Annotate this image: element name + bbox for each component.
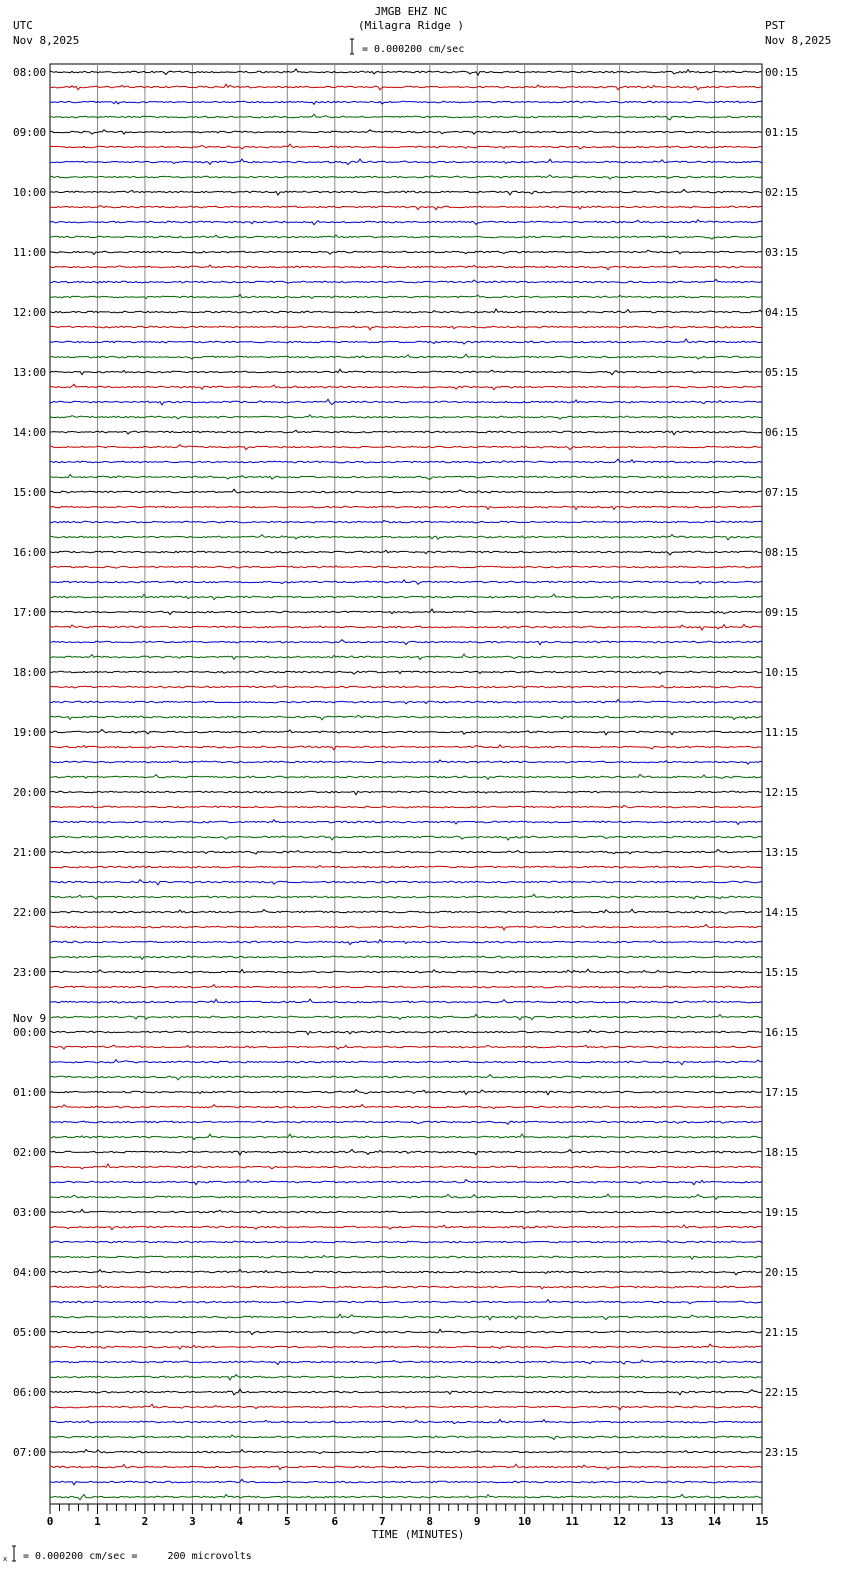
seismic-trace — [50, 1419, 762, 1423]
seismic-trace — [50, 235, 762, 239]
utc-hour-label: 02:00 — [13, 1146, 47, 1159]
pst-hour-label: 00:15 — [765, 66, 799, 79]
x-tick-label: 11 — [565, 1515, 579, 1528]
seismic-trace — [50, 566, 762, 568]
x-tick-label: 12 — [612, 1515, 627, 1528]
seismic-trace — [50, 159, 762, 165]
utc-hour-label: 09:00 — [13, 126, 47, 139]
seismic-trace — [50, 1404, 762, 1410]
utc-hour-label: 18:00 — [13, 666, 47, 679]
seismic-trace — [50, 399, 762, 405]
seismic-trace — [50, 265, 762, 270]
seismic-trace — [50, 894, 762, 899]
utc-hour-label: 20:00 — [13, 786, 47, 799]
seismic-trace — [50, 624, 762, 630]
utc-hour-label: 11:00 — [13, 246, 47, 259]
utc-hour-label: 23:00 — [13, 966, 47, 979]
seismic-trace — [50, 715, 762, 720]
right-date: Nov 8,2025 — [765, 34, 832, 47]
utc-hour-label: 07:00 — [13, 1446, 47, 1459]
seismic-trace — [50, 1060, 762, 1065]
scale-label: = 0.000200 cm/sec — [362, 44, 465, 55]
seismic-trace — [50, 1300, 762, 1304]
seismic-trace — [50, 1105, 762, 1109]
seismic-trace — [50, 745, 762, 750]
seismic-trace — [50, 880, 762, 885]
seismic-trace — [50, 820, 762, 825]
utc-hour-label: 01:00 — [13, 1086, 47, 1099]
seismic-trace — [50, 384, 762, 389]
pst-hour-label: 07:15 — [765, 486, 799, 499]
pst-hour-label: 14:15 — [765, 906, 799, 919]
x-tick-label: 8 — [426, 1515, 434, 1528]
seismic-trace — [50, 175, 762, 179]
pst-hour-label: 09:15 — [765, 606, 799, 619]
seismic-trace — [50, 101, 762, 105]
x-tick-label: 2 — [141, 1515, 149, 1528]
seismic-trace — [50, 1375, 762, 1380]
pst-hour-label: 05:15 — [765, 366, 799, 379]
seismic-trace — [50, 940, 762, 945]
pst-hour-label: 20:15 — [765, 1266, 799, 1279]
seismic-trace — [50, 1314, 762, 1320]
x-tick-label: 13 — [660, 1515, 674, 1528]
utc-hour-label: 13:00 — [13, 366, 47, 379]
utc-hour-label: 17:00 — [13, 606, 47, 619]
utc-hour-label: 06:00 — [13, 1386, 47, 1399]
seismic-trace — [50, 459, 762, 463]
seismic-trace — [50, 69, 762, 75]
utc-hour-label: 05:00 — [13, 1326, 47, 1339]
utc-hour-label: 14:00 — [13, 426, 47, 439]
x-tick-label: 4 — [236, 1515, 244, 1528]
seismic-trace — [50, 1014, 762, 1020]
utc-hour-label: 16:00 — [13, 546, 47, 559]
seismic-trace — [50, 309, 762, 313]
seismic-trace — [50, 760, 762, 764]
seismic-trace — [50, 1360, 762, 1365]
seismic-trace — [50, 1270, 762, 1275]
utc-hour-label: 15:00 — [13, 486, 47, 499]
pst-hour-label: 16:15 — [765, 1026, 799, 1039]
seismic-trace — [50, 279, 762, 283]
pst-hour-label: 01:15 — [765, 126, 799, 139]
seismic-trace — [50, 550, 762, 555]
seismic-trace — [50, 1285, 762, 1289]
footer-mark: x — [3, 1555, 8, 1563]
pst-hour-label: 22:15 — [765, 1386, 799, 1399]
seismic-trace — [50, 1479, 762, 1485]
x-axis-label: TIME (MINUTES) — [371, 1528, 465, 1541]
seismic-trace — [50, 685, 762, 688]
seismic-trace — [50, 1134, 762, 1140]
seismic-trace — [50, 1494, 762, 1499]
pst-hour-label: 08:15 — [765, 546, 799, 559]
pst-hour-label: 06:15 — [765, 426, 799, 439]
utc-hour-label: 03:00 — [13, 1206, 47, 1219]
seismic-trace — [50, 1435, 762, 1440]
seismic-trace — [50, 1179, 762, 1184]
seismic-trace — [50, 580, 762, 585]
seismic-trace — [50, 144, 762, 149]
seismic-trace — [50, 1464, 762, 1470]
seismic-trace — [50, 354, 762, 359]
pst-hour-label: 02:15 — [765, 186, 799, 199]
chart-subtitle: (Milagra Ridge ) — [358, 19, 464, 32]
pst-hour-label: 11:15 — [765, 726, 799, 739]
left-date: Nov 8,2025 — [13, 34, 80, 47]
utc-hour-label: 00:00 — [13, 1026, 47, 1039]
seismic-trace — [50, 445, 762, 450]
pst-hour-label: 03:15 — [765, 246, 799, 259]
utc-hour-label: 19:00 — [13, 726, 47, 739]
chart-title: JMGB EHZ NC — [374, 5, 448, 18]
seismic-trace — [50, 1075, 762, 1080]
seismic-trace — [50, 774, 762, 779]
pst-hour-label: 15:15 — [765, 966, 799, 979]
seismic-trace — [50, 339, 762, 344]
seismic-trace — [50, 535, 762, 540]
pst-hour-label: 10:15 — [765, 666, 799, 679]
seismic-trace — [50, 250, 762, 254]
seismic-trace — [50, 189, 762, 195]
seismic-trace — [50, 1450, 762, 1454]
seismic-trace — [50, 594, 762, 599]
x-tick-label: 1 — [94, 1515, 101, 1528]
seismic-trace — [50, 415, 762, 419]
pst-hour-label: 12:15 — [765, 786, 799, 799]
seismic-trace — [50, 1225, 762, 1230]
seismic-trace — [50, 506, 762, 509]
seismic-trace — [50, 985, 762, 989]
x-tick-label: 10 — [518, 1515, 532, 1528]
seismic-trace — [50, 520, 762, 523]
seismic-trace — [50, 1329, 762, 1334]
seismic-trace — [50, 730, 762, 735]
seismic-trace — [50, 866, 762, 868]
x-tick-label: 14 — [707, 1515, 722, 1528]
seismic-trace — [50, 130, 762, 134]
seismic-trace — [50, 114, 762, 120]
seismic-trace — [50, 1344, 762, 1349]
seismic-trace — [50, 294, 762, 298]
seismic-trace — [50, 969, 762, 973]
x-tick-label: 5 — [284, 1515, 291, 1528]
seismic-trace — [50, 1209, 762, 1213]
seismic-trace — [50, 1164, 762, 1169]
seismic-trace — [50, 326, 762, 330]
seismic-trace — [50, 1241, 762, 1243]
x-tick-label: 9 — [473, 1515, 481, 1528]
seismic-trace — [50, 924, 762, 930]
seismic-trace — [50, 489, 762, 493]
seismic-trace — [50, 836, 762, 840]
utc-hour-label: 12:00 — [13, 306, 47, 319]
footer-scale-bar-icon — [12, 1546, 16, 1561]
utc-hour-label: 04:00 — [13, 1266, 47, 1279]
utc-hour-label: 08:00 — [13, 66, 47, 79]
seismic-trace — [50, 805, 762, 808]
seismic-trace — [50, 640, 762, 645]
seismic-trace — [50, 654, 762, 660]
seismic-trace — [50, 1150, 762, 1156]
seismic-trace — [50, 999, 762, 1003]
x-tick-label: 0 — [46, 1515, 54, 1528]
x-tick-label: 7 — [378, 1515, 386, 1528]
scale-bar-icon — [350, 39, 354, 54]
seismic-trace — [50, 700, 762, 704]
pst-hour-label: 13:15 — [765, 846, 799, 859]
seismic-trace — [50, 956, 762, 960]
x-tick-label: 15 — [755, 1515, 769, 1528]
seismic-trace — [50, 220, 762, 225]
seismic-trace — [50, 849, 762, 854]
utc-hour-label: 10:00 — [13, 186, 47, 199]
seismic-trace — [50, 475, 762, 480]
pst-hour-label: 18:15 — [765, 1146, 799, 1159]
seismic-trace — [50, 1045, 762, 1049]
day-change-label: Nov 9 — [13, 1012, 47, 1025]
seismic-trace — [50, 1090, 762, 1095]
seismic-trace — [50, 430, 762, 435]
seismic-trace — [50, 1389, 762, 1395]
pst-hour-label: 04:15 — [765, 306, 799, 319]
seismic-trace — [50, 1256, 762, 1260]
seismic-trace — [50, 1030, 762, 1035]
seismic-trace — [50, 671, 762, 674]
seismic-trace — [50, 1194, 762, 1199]
utc-hour-label: 21:00 — [13, 846, 47, 859]
seismic-trace — [50, 206, 762, 210]
seismic-trace — [50, 1121, 762, 1124]
pst-hour-label: 19:15 — [765, 1206, 799, 1219]
pst-hour-label: 21:15 — [765, 1326, 799, 1339]
pst-hour-label: 17:15 — [765, 1086, 799, 1099]
x-tick-label: 6 — [331, 1515, 339, 1528]
seismic-trace — [50, 909, 762, 913]
utc-hour-label: 22:00 — [13, 906, 47, 919]
seismic-trace — [50, 84, 762, 90]
pst-hour-label: 23:15 — [765, 1446, 799, 1459]
seismic-trace — [50, 609, 762, 615]
seismic-trace — [50, 369, 762, 374]
right-timezone: PST — [765, 19, 785, 32]
x-tick-label: 3 — [189, 1515, 196, 1528]
footer-scale-label: = 0.000200 cm/sec = 200 microvolts — [23, 1551, 252, 1562]
seismic-trace — [50, 791, 762, 795]
left-timezone: UTC — [13, 19, 33, 32]
